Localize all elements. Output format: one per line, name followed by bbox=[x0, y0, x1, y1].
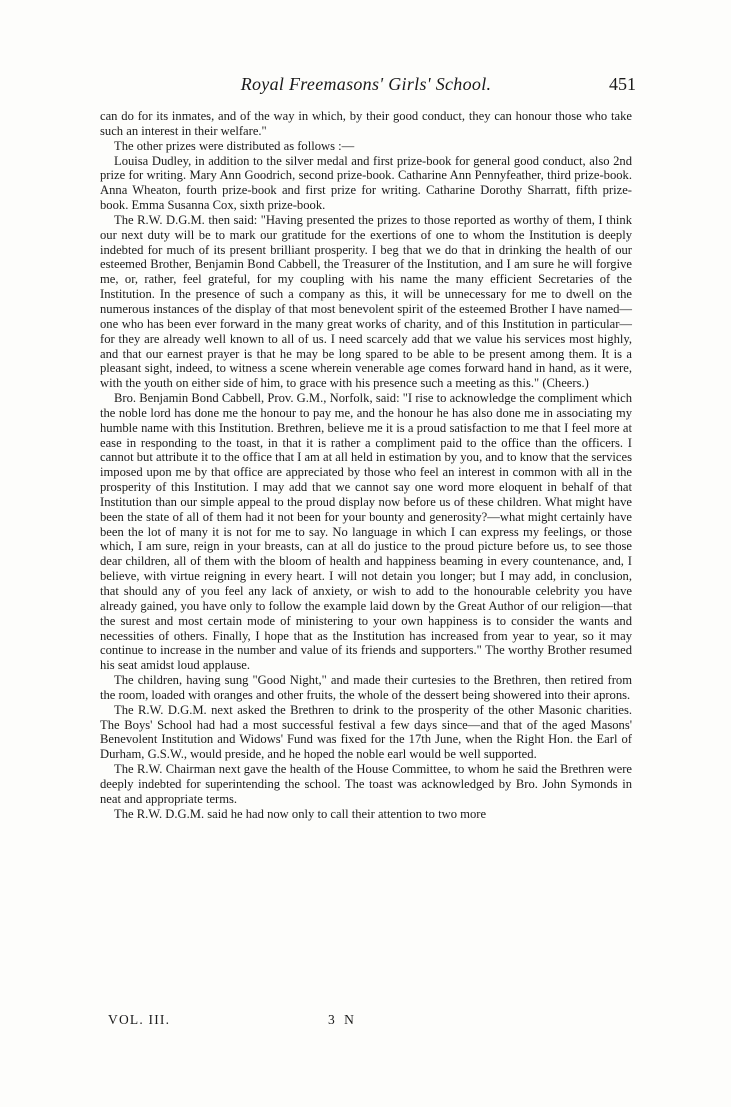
page-number: 451 bbox=[609, 74, 636, 94]
paragraph-cabbell-speech: Bro. Benjamin Bond Cabbell, Prov. G.M., Norfolk, said: "I rise to acknowledge the compliment which the noble lord has done me the honour to pay me, and the honour he has also done me in associating my humble name with this Institution. Brethren, believe me it is a proud satisfaction to me that I feel more at ease in responding to the toast, in that it is rather a compliment paid to the office than the officers. I cannot but attribute it to the office that I am at all held in estimation by you, and to know that the services imposed upon me by that office are appreciated by those who feel an interest in common with all in the prosperity of this Institution. I may add that we cannot say one word more eloquent in behalf of that Institution than our simple appeal to the proud display now before us of these children. What might have been the state of all of them had it not been for your bounty and generosity?—what might certainly have been the lot of many it is not for me to say. No language in which I can express my feelings, or those which, I am sure, reign in your breasts, can at all do justice to the proud picture before us, to see those dear children, all of them with the bloom of health and happiness beaming in every countenance, and, I believe, with virtue reigning in every heart. I will not detain you longer; but I may add, in conclusion, that should any of you feel any lack of anxiety, or wish to add to the honourable celebrity you have already gained, you have only to follow the example laid down by the Great Author of our religion—that the surest and most certain mode of ministering to your own happiness is to consider the wants and necessities of others. Finally, I hope that as the Institution has increased from year to year, so it may continue to increase in the number and value of its friends and supporters." The worthy Brother resumed his seat amidst loud applause. bbox=[100, 391, 632, 673]
paragraph-prize-list: Louisa Dudley, in addition to the silver medal and first prize-book for general good conduct, also 2nd prize for writing. Mary Ann Goodrich, second prize-book. Catharine Ann Pennyfeather, third prize-book. Anna Wheaton, fourth prize-book and first prize for writing. Catharine Dorothy Sharratt, fifth prize-book. Emma Susanna Cox, sixth prize-book. bbox=[100, 153, 632, 213]
running-title: Royal Freemasons' Girls' School. bbox=[240, 74, 492, 94]
running-head bbox=[96, 74, 636, 100]
body-text bbox=[100, 109, 632, 822]
paragraph: The other prizes were distributed as follows :— bbox=[114, 138, 355, 153]
paragraph: The R.W. Chairman next gave the health of the House Committee, to whom he said the Brethren were deeply indebted for superintending the school. The toast was acknowledged by Bro. John Symonds in neat and appropriate terms. bbox=[100, 762, 632, 806]
paragraph: The children, having sung "Good Night," and made their curtesies to the Brethren, then retired from the room, loaded with oranges and other fruits, the whole of the dessert being showered into their aprons. bbox=[100, 673, 632, 702]
page-footer bbox=[108, 1012, 408, 1032]
paragraph: The R.W. D.G.M. next asked the Brethren to drink to the prosperity of the other Masonic charities. The Boys' School had had a most successful festival a few days since—and that of the aged Masons' Benevolent Institution and Widows' Fund was fixed for the 17th June, when the Right Hon. the Earl of Durham, G.S.W., would preside, and he hoped the noble earl would be well supported. bbox=[100, 702, 632, 762]
paragraph-continued: can do for its inmates, and of the way in which, by their good conduct, they can honour those who take such an interest in their welfare." bbox=[100, 109, 632, 138]
signature-mark: 3 N bbox=[328, 1012, 357, 1027]
paragraph-dgm-speech: The R.W. D.G.M. then said: "Having presented the prizes to those reported as worthy of them, I think our next duty will be to mark our gratitude for the exertions of one to whom the Institution is deeply indebted for much of its present brilliant prosperity. I beg that we do that in drinking the health of our esteemed Brother, Benjamin Bond Cabbell, the Treasurer of the Institution, and I am sure he will forgive me, or, rather, feel grateful, for my coupling with his name the many efficient Secretaries of the Institution. In the presence of such a company as this, it will be unnecessary for me to dwell on the numerous instances of the display of that most benevolent spirit of the esteemed Brother I have named—one who has been ever forward in the many great works of charity, and of this Institution in particular—for they are already well known to all of us. I need scarcely add that we value his services most highly, and that our earnest prayer is that he may be long spared to be able to be present among them. It is a pleasant sight, indeed, to witness a scene wherein venerable age comes forward hand in hand, as it were, with the youth on either side of him, to grace with his presence such a meeting as this." (Cheers.) bbox=[100, 212, 632, 391]
volume-label: VOL. III. bbox=[108, 1012, 171, 1027]
paragraph: The R.W. D.G.M. said he had now only to call their attention to two more bbox=[114, 806, 487, 821]
